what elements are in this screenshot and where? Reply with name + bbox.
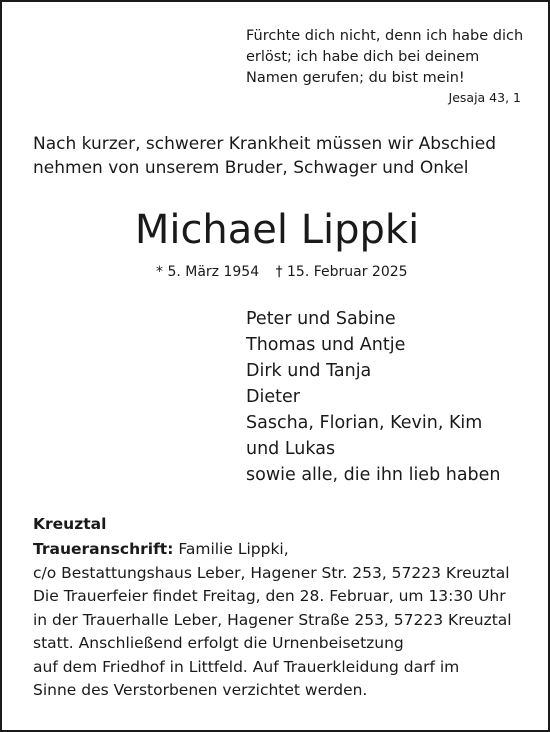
deceased-name: Michael Lippki [134,207,420,253]
place-heading: Kreuztal [33,515,107,533]
announcement-text [33,132,533,180]
address-street: c/o Bestattungshaus Leber, Hagener Str. 253, 57223 Kreuztal [33,563,510,582]
address-line [33,538,538,562]
life-dates [156,262,456,282]
address-name: Familie Lippki, [173,540,289,558]
mourner-line: und Lukas [246,439,336,459]
bible-quote [246,26,536,89]
mourner-line: Sascha, Florian, Kevin, Kim [246,413,483,433]
service-line: auf dem Friedhof in Littfeld. Auf Trauerkleidung darf im [33,657,460,676]
quote-reference: Jesaja 43, 1 [448,90,521,105]
service-line: Sinne des Verstorbenen verzichtet werden. [33,681,368,699]
mourner-line: Dirk und Tanja [246,361,372,381]
quote-line: erlöst; ich habe dich bei deinem [246,49,480,65]
service-line: Die Trauerfeier findet Freitag, den 28. Februar, um 13:30 Uhr [33,587,506,605]
funeral-details [33,538,538,703]
service-line: in der Trauerhalle Leber, Hagener Straße 253, 57223 Kreuztal [33,610,512,629]
quote-line: Fürchte dich nicht, denn ich habe dich [246,28,524,44]
mourner-line: sowie alle, die ihn lieb haben [246,465,501,485]
quote-line: Namen gerufen; du bist mein! [246,70,465,86]
mourner-line: Peter und Sabine [246,309,396,329]
address-label: Traueranschrift: [33,540,174,558]
service-line: statt. Anschließend erfolgt die Urnenbeisetzung [33,634,404,652]
announcement-line: Nach kurzer, schwerer Krankheit müssen wir Abschied [33,134,497,154]
announcement-line: nehmen von unserem Bruder, Schwager und Onkel [33,158,469,178]
mourners-list [246,306,546,488]
mourner-line: Dieter [246,387,300,407]
death-date: † 15. Februar 2025 [275,264,408,280]
birth-date: * 5. März 1954 [156,264,260,280]
mourner-line: Thomas und Antje [246,335,406,355]
